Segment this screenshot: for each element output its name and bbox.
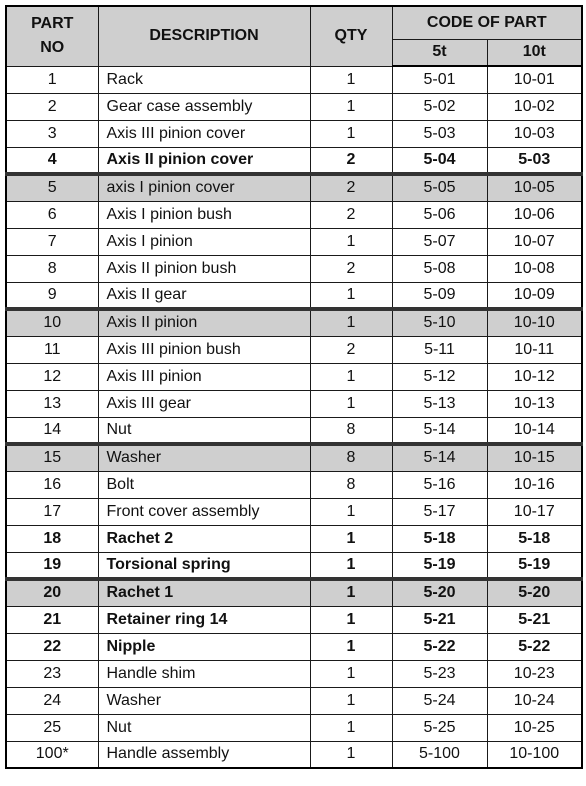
code-10t-cell: 10-100 <box>487 741 582 768</box>
code-10t-cell: 10-07 <box>487 228 582 255</box>
description-cell: Handle assembly <box>98 741 310 768</box>
table-row <box>6 147 582 174</box>
qty-cell: 1 <box>310 390 392 417</box>
part-no-cell: 25 <box>6 714 98 741</box>
qty-cell: 2 <box>310 201 392 228</box>
table-row <box>6 525 582 552</box>
qty-cell: 1 <box>310 552 392 579</box>
table-row <box>6 309 582 336</box>
code-10t-cell: 10-02 <box>487 93 582 120</box>
code-5t-cell: 5-21 <box>392 606 487 633</box>
qty-cell: 2 <box>310 147 392 174</box>
table-header <box>6 6 582 66</box>
table-row <box>6 201 582 228</box>
part-no-cell: 18 <box>6 525 98 552</box>
code-5t-cell: 5-22 <box>392 633 487 660</box>
code-5t-cell: 5-08 <box>392 255 487 282</box>
part-no-cell: 16 <box>6 471 98 498</box>
part-no-cell: 11 <box>6 336 98 363</box>
table-row <box>6 498 582 525</box>
code-5t-cell: 5-24 <box>392 687 487 714</box>
description-cell: Front cover assembly <box>98 498 310 525</box>
code-5t-cell: 5-14 <box>392 417 487 444</box>
part-no-cell: 13 <box>6 390 98 417</box>
code-5t-cell: 5-23 <box>392 660 487 687</box>
part-no-cell: 6 <box>6 201 98 228</box>
part-no-cell: 4 <box>6 147 98 174</box>
description-cell: Nut <box>98 714 310 741</box>
code-5t-cell: 5-10 <box>392 309 487 336</box>
code-5t-cell: 5-16 <box>392 471 487 498</box>
qty-cell: 1 <box>310 606 392 633</box>
qty-cell: 1 <box>310 687 392 714</box>
table-row <box>6 471 582 498</box>
code-10t-cell: 10-14 <box>487 417 582 444</box>
table-row <box>6 579 582 606</box>
description-cell: Nut <box>98 417 310 444</box>
code-10t-cell: 5-03 <box>487 147 582 174</box>
part-no-cell: 10 <box>6 309 98 336</box>
code-10t-cell: 5-20 <box>487 579 582 606</box>
table-row <box>6 336 582 363</box>
code-10t-cell: 10-11 <box>487 336 582 363</box>
description-cell: Axis II gear <box>98 282 310 309</box>
part-no-cell: 24 <box>6 687 98 714</box>
description-cell: Rachet 1 <box>98 579 310 606</box>
qty-cell: 1 <box>310 579 392 606</box>
code-5t-cell: 5-20 <box>392 579 487 606</box>
table-row <box>6 66 582 93</box>
description-cell: Rachet 2 <box>98 525 310 552</box>
code-10t-cell: 10-10 <box>487 309 582 336</box>
description-cell: Axis II pinion cover <box>98 147 310 174</box>
header-qty: QTY <box>310 6 392 66</box>
qty-cell: 1 <box>310 660 392 687</box>
table-row <box>6 552 582 579</box>
qty-cell: 2 <box>310 174 392 201</box>
table-row <box>6 228 582 255</box>
header-description: DESCRIPTION <box>98 6 310 66</box>
part-no-cell: 7 <box>6 228 98 255</box>
qty-cell: 1 <box>310 228 392 255</box>
qty-cell: 8 <box>310 471 392 498</box>
code-10t-cell: 10-24 <box>487 687 582 714</box>
header-10t: 10t <box>487 39 582 66</box>
code-10t-cell: 10-01 <box>487 66 582 93</box>
code-10t-cell: 5-18 <box>487 525 582 552</box>
code-5t-cell: 5-06 <box>392 201 487 228</box>
code-10t-cell: 5-22 <box>487 633 582 660</box>
table-row <box>6 93 582 120</box>
description-cell: Rack <box>98 66 310 93</box>
code-5t-cell: 5-02 <box>392 93 487 120</box>
part-no-cell: 100* <box>6 741 98 768</box>
code-10t-cell: 10-16 <box>487 471 582 498</box>
code-10t-cell: 10-23 <box>487 660 582 687</box>
table-row <box>6 282 582 309</box>
description-cell: Axis III pinion bush <box>98 336 310 363</box>
code-5t-cell: 5-100 <box>392 741 487 768</box>
code-5t-cell: 5-07 <box>392 228 487 255</box>
part-no-cell: 17 <box>6 498 98 525</box>
description-cell: Axis III pinion <box>98 363 310 390</box>
qty-cell: 1 <box>310 282 392 309</box>
qty-cell: 8 <box>310 417 392 444</box>
code-5t-cell: 5-17 <box>392 498 487 525</box>
part-no-cell: 15 <box>6 444 98 471</box>
qty-cell: 1 <box>310 633 392 660</box>
part-no-cell: 8 <box>6 255 98 282</box>
table-row <box>6 714 582 741</box>
parts-table <box>5 5 583 769</box>
code-5t-cell: 5-04 <box>392 147 487 174</box>
table-row <box>6 660 582 687</box>
part-no-cell: 12 <box>6 363 98 390</box>
code-10t-cell: 10-12 <box>487 363 582 390</box>
qty-cell: 1 <box>310 120 392 147</box>
part-no-cell: 22 <box>6 633 98 660</box>
code-10t-cell: 5-21 <box>487 606 582 633</box>
description-cell: Axis III gear <box>98 390 310 417</box>
table-row <box>6 255 582 282</box>
code-10t-cell: 10-08 <box>487 255 582 282</box>
description-cell: Washer <box>98 687 310 714</box>
qty-cell: 2 <box>310 255 392 282</box>
code-10t-cell: 10-03 <box>487 120 582 147</box>
description-cell: Axis II pinion bush <box>98 255 310 282</box>
code-5t-cell: 5-14 <box>392 444 487 471</box>
part-no-cell: 3 <box>6 120 98 147</box>
code-5t-cell: 5-25 <box>392 714 487 741</box>
code-10t-cell: 10-05 <box>487 174 582 201</box>
code-10t-cell: 10-17 <box>487 498 582 525</box>
header-part-no: PART NO <box>6 6 98 66</box>
qty-cell: 1 <box>310 66 392 93</box>
part-no-cell: 23 <box>6 660 98 687</box>
table-row <box>6 390 582 417</box>
description-cell: Washer <box>98 444 310 471</box>
table-row <box>6 633 582 660</box>
qty-cell: 1 <box>310 498 392 525</box>
qty-cell: 1 <box>310 93 392 120</box>
description-cell: Retainer ring 14 <box>98 606 310 633</box>
code-5t-cell: 5-13 <box>392 390 487 417</box>
table-row <box>6 120 582 147</box>
qty-cell: 2 <box>310 336 392 363</box>
code-10t-cell: 5-19 <box>487 552 582 579</box>
table-row <box>6 687 582 714</box>
description-cell: Bolt <box>98 471 310 498</box>
header-code-of-part: CODE OF PART <box>392 6 582 39</box>
code-5t-cell: 5-18 <box>392 525 487 552</box>
table-row <box>6 741 582 768</box>
code-5t-cell: 5-01 <box>392 66 487 93</box>
qty-cell: 1 <box>310 363 392 390</box>
part-no-cell: 9 <box>6 282 98 309</box>
part-no-cell: 20 <box>6 579 98 606</box>
code-5t-cell: 5-12 <box>392 363 487 390</box>
code-5t-cell: 5-05 <box>392 174 487 201</box>
table-row <box>6 363 582 390</box>
code-10t-cell: 10-13 <box>487 390 582 417</box>
qty-cell: 1 <box>310 741 392 768</box>
description-cell: Axis II pinion <box>98 309 310 336</box>
description-cell: Nipple <box>98 633 310 660</box>
code-5t-cell: 5-03 <box>392 120 487 147</box>
description-cell: Axis I pinion bush <box>98 201 310 228</box>
part-no-cell: 14 <box>6 417 98 444</box>
header-5t: 5t <box>392 39 487 66</box>
description-cell: Handle shim <box>98 660 310 687</box>
part-no-cell: 5 <box>6 174 98 201</box>
code-10t-cell: 10-06 <box>487 201 582 228</box>
table-body <box>6 66 582 768</box>
description-cell: Gear case assembly <box>98 93 310 120</box>
qty-cell: 1 <box>310 714 392 741</box>
table-row <box>6 174 582 201</box>
code-5t-cell: 5-19 <box>392 552 487 579</box>
description-cell: Torsional spring <box>98 552 310 579</box>
description-cell: axis I pinion cover <box>98 174 310 201</box>
qty-cell: 1 <box>310 309 392 336</box>
table-row <box>6 417 582 444</box>
code-5t-cell: 5-11 <box>392 336 487 363</box>
part-no-cell: 2 <box>6 93 98 120</box>
code-5t-cell: 5-09 <box>392 282 487 309</box>
qty-cell: 1 <box>310 525 392 552</box>
table-row <box>6 444 582 471</box>
code-10t-cell: 10-15 <box>487 444 582 471</box>
code-10t-cell: 10-25 <box>487 714 582 741</box>
code-10t-cell: 10-09 <box>487 282 582 309</box>
table-row <box>6 606 582 633</box>
description-cell: Axis III pinion cover <box>98 120 310 147</box>
part-no-cell: 1 <box>6 66 98 93</box>
description-cell: Axis I pinion <box>98 228 310 255</box>
qty-cell: 8 <box>310 444 392 471</box>
part-no-cell: 21 <box>6 606 98 633</box>
part-no-cell: 19 <box>6 552 98 579</box>
